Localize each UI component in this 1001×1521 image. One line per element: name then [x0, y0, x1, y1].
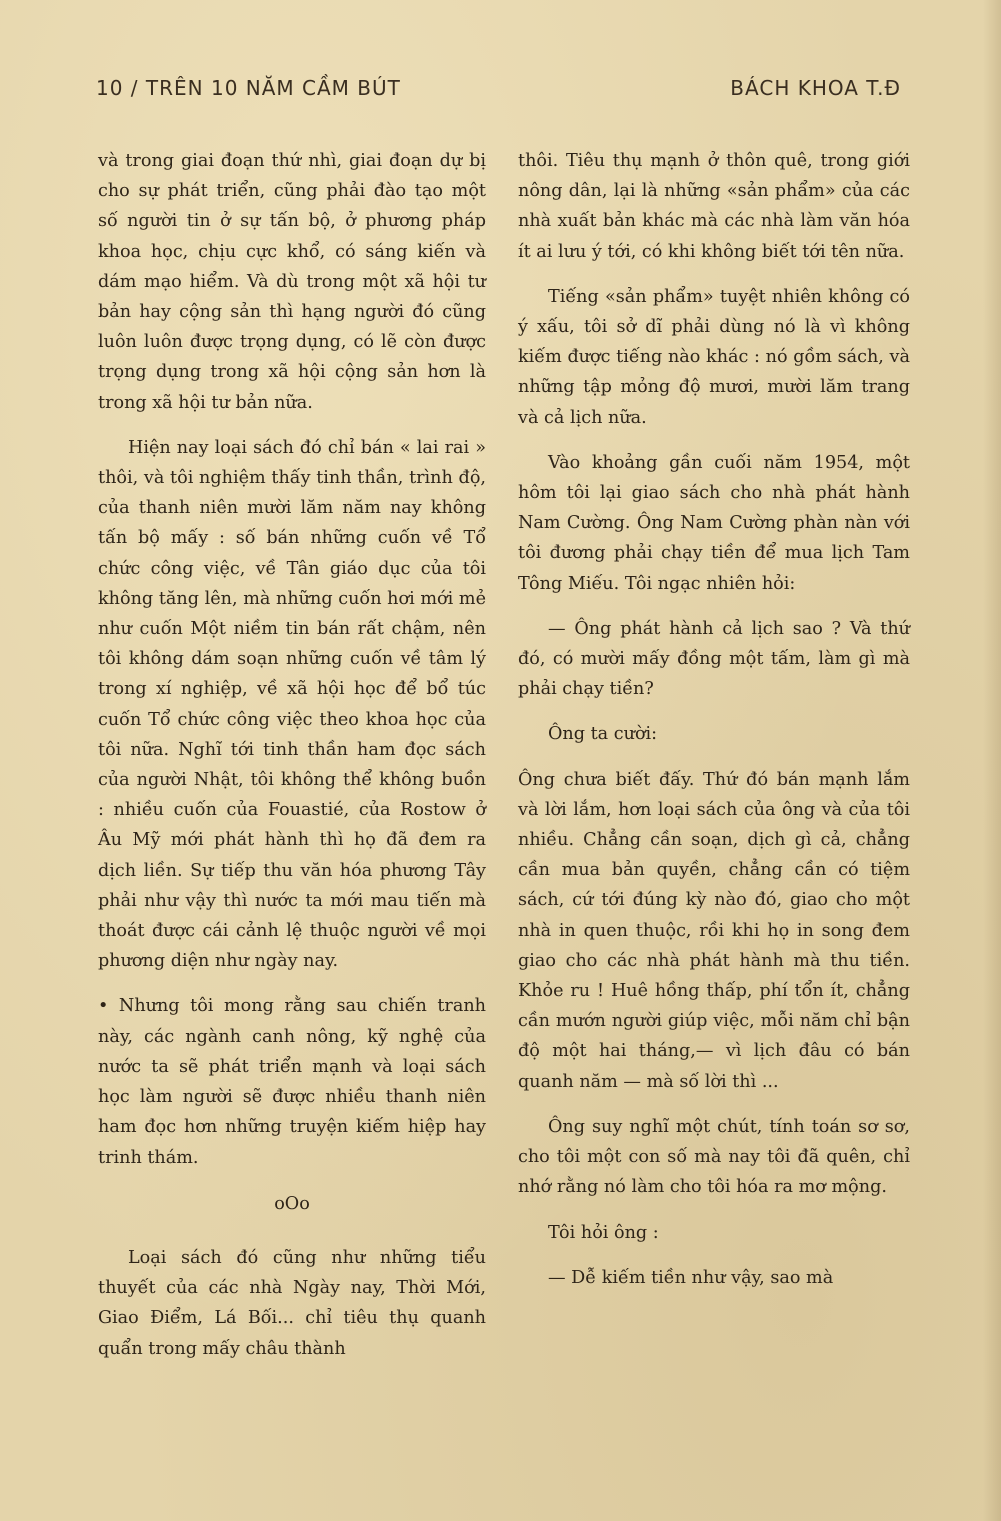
left-paragraph-2: Hiện nay loại sách đó chỉ bán « lai rai » thôi, và tôi nghiệm thấy tinh thần, trình độ, của thanh niên mười lăm năm nay không tấn bộ mấy : số bán những cuốn về Tổ chức công việc, về Tân giáo dục của tôi không tăng lên, mà những cuốn hơi mới mẻ như cuốn Một niềm tin bán rất chậm, nên tôi không dám soạn những cuốn về tâm lý trong xí nghiệp, về xã hội học để bổ túc cuốn Tổ chức công việc theo khoa học của tôi nữa. Nghĩ tới tinh thần ham đọc sách của người Nhật, tôi không thể không buồn : nhiều cuốn của Fouastié, của Rostow ở Âu Mỹ mới phát hành thì họ đã đem ra dịch liền. Sự tiếp thu văn hóa phương Tây phải như vậy thì nước ta mới mau tiến mà thoát được cái cảnh lệ thuộc người về mọi phương diện như ngày nay. [98, 437, 486, 972]
right-paragraph-8: Tôi hỏi ông : [548, 1222, 659, 1243]
right-column [518, 146, 910, 1308]
right-paragraph-2: Tiếng «sản phẩm» tuyệt nhiên không có ý xấu, tôi sở dĩ phải dùng nó là vì không kiếm được tiếng nào khác : nó gồm sách, và những tập mỏng độ mươi, mười lăm trang và cả lịch nữa. [518, 286, 910, 428]
left-paragraph-3: • Nhưng tôi mong rằng sau chiến tranh này, các ngành canh nông, kỹ nghệ của nước ta sẽ phát triển mạnh và loại sách học làm người sẽ được nhiều thanh niên ham đọc hơn những truyện kiếm hiệp hay trinh thám. [98, 996, 486, 1168]
right-paragraph-7: Ông suy nghĩ một chút, tính toán sơ sơ, cho tôi một con số mà nay tôi đã quên, chỉ nhớ rằng nó làm cho tôi hóa ra mơ mộng. [518, 1116, 910, 1198]
section-separator: oOo [274, 1193, 310, 1214]
right-dialog-final: — Dễ kiếm tiền như vậy, sao mà [548, 1267, 834, 1288]
right-dialog-answer: Ông chưa biết đấy. Thứ đó bán mạnh lắm và lời lắm, hơn loại sách của ông và của tôi nhiều. Chẳng cần soạn, dịch gì cả, chẳng cần mua bản quyền, chẳng cần có tiệm sách, cứ tới đúng kỳ nào đó, giao cho một nhà in quen thuộc, rồi khi họ in song đem giao cho các nhà phát hành mà thu tiền. Khỏe ru ! Huê hồng thấp, phí tổn ít, chẳng cần mướn người giúp việc, mỗi năm chỉ bận độ một hai tháng,— vì lịch đâu có bán quanh năm — mà số lời thì ... [518, 769, 910, 1092]
header-page-title: 10 / TRÊN 10 NĂM CẦM BÚT [96, 76, 401, 100]
left-paragraph-4: Loại sách đó cũng như những tiểu thuyết của các nhà Ngày nay, Thời Mới, Giao Điểm, Lá Bối... chỉ tiêu thụ quanh quẩn trong mấy châu thành [98, 1247, 486, 1359]
right-dialog-question: — Ông phát hành cả lịch sao ? Và thứ đó, có mười mấy đồng một tấm, làm gì mà phải chạy tiền? [518, 618, 910, 700]
left-paragraph-1: và trong giai đoạn thứ nhì, giai đoạn dự bị cho sự phát triển, cũng phải đào tạo một số người tin ở sự tấn bộ, ở phương pháp khoa học, chịu cực khổ, có sáng kiến và dám mạo hiểm. Và dù trong một xã hội tư bản hay cộng sản thì hạng người đó cũng luôn luôn được trọng dụng, có lẽ còn được trọng dụng trong xã hội cộng sản hơn là trong xã hội tư bản nữa. [98, 151, 486, 413]
right-paragraph-laugh: Ông ta cười: [548, 724, 658, 745]
right-paragraph-3: Vào khoảng gần cuối năm 1954, một hôm tôi lại giao sách cho nhà phát hành Nam Cường. Ông Nam Cường phàn nàn với tôi đương phải chạy tiền để mua lịch Tam Tông Miếu. Tôi ngạc nhiên hỏi: [518, 452, 910, 594]
header-magazine-name: BÁCH KHOA T.Đ [730, 76, 901, 100]
page-edge-shadow [983, 0, 1001, 1521]
left-column [98, 146, 486, 1379]
right-paragraph-1: thôi. Tiêu thụ mạnh ở thôn quê, trong giới nông dân, lại là những «sản phẩm» của các nhà xuất bản khác mà các nhà làm văn hóa ít ai lưu ý tới, có khi không biết tới tên nữa. [518, 151, 910, 262]
running-header [96, 76, 901, 106]
